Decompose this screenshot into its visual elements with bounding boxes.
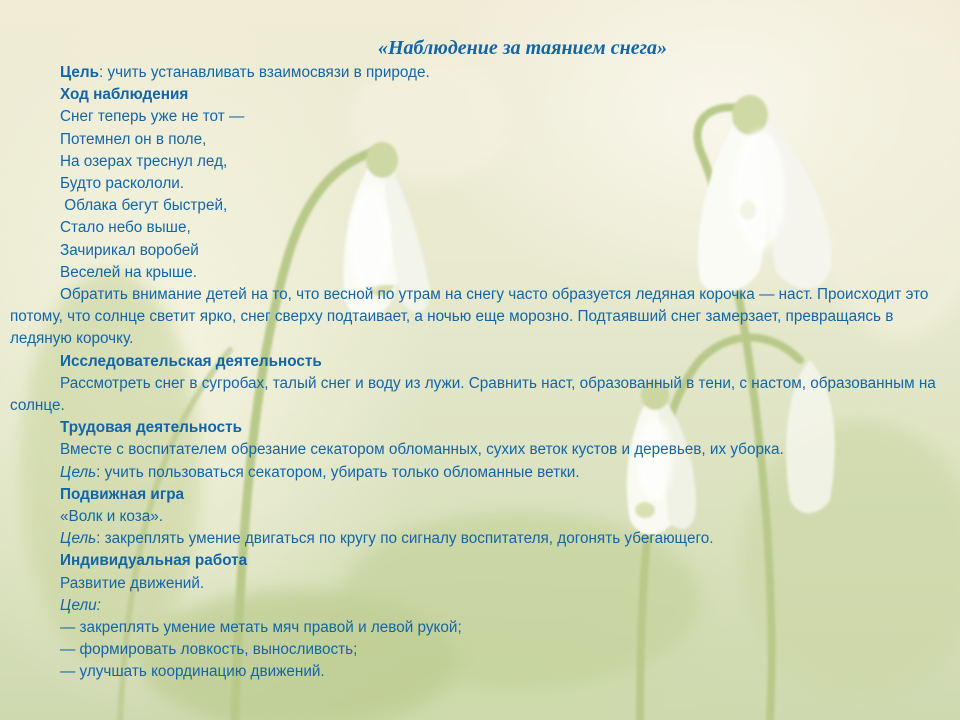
labor-heading: Трудовая деятельность (60, 419, 243, 437)
labor-goal-line (10, 462, 945, 484)
page-title: «Наблюдение за таянием снега» (377, 37, 667, 59)
game-heading: Подвижная игра (60, 485, 185, 503)
poem-line: Зачирикал воробей (60, 241, 199, 259)
game-goal-label: Цель (60, 530, 97, 548)
course-paragraph: Обратить внимание детей на то, что весной по утрам на снегу часто образуется ледяная корочка — наст. Происходит это потому, что солнце светит ярко, снег сверху подтаивает, а ночью еще морозно. Подтаявший снег замерзает, превращаясь в ледяную корочку. (10, 286, 929, 348)
individual-goal-item: — улучшать координацию движений. (60, 663, 325, 681)
labor-goal-label: Цель (60, 463, 97, 481)
poem-line: Будто раскололи. (60, 175, 185, 193)
goal-text: : учить устанавливать взаимосвязи в природе. (99, 64, 430, 81)
individual-goals-label: Цели: (60, 596, 101, 614)
individual-heading: Индивидуальная работа (60, 552, 248, 570)
individual-goal-item: — закреплять умение метать мяч правой и левой рукой; (60, 619, 462, 637)
course-heading: Ход наблюдения (60, 86, 189, 104)
goal-label: Цель (60, 64, 99, 81)
research-heading: Исследовательская деятельность (60, 352, 322, 370)
labor-goal-text: : учить пользоваться секатором, убирать только обломанные ветки. (96, 463, 580, 481)
game-goal-text: : закреплять умение двигаться по кругу по сигналу воспитателя, догонять убегающего. (96, 530, 714, 548)
poem-line: Потемнел он в поле, (60, 130, 207, 148)
individual-goal-item: — формировать ловкость, выносливость; (60, 641, 358, 659)
individual-text: Развитие движений. (60, 574, 205, 592)
poem-line: Снег теперь уже не тот — (60, 108, 245, 126)
document-text (10, 36, 945, 684)
game-goal-line (10, 528, 945, 550)
goal-line (10, 62, 945, 84)
poem-line: Веселей на крыше. (60, 263, 198, 281)
research-text: Рассмотреть снег в сугробах, талый снег и воду из лужи. Сравнить наст, образованный в тени, с настом, образованным на солнце. (10, 374, 936, 415)
poem-line: Стало небо выше, (60, 219, 191, 237)
labor-text: Вместе с воспитателем обрезание секатором обломанных, сухих веток кустов и деревьев, их уборка. (60, 441, 784, 459)
game-name: «Волк и коза». (60, 508, 164, 526)
poem-line: Облака бегут быстрей, (60, 197, 228, 215)
poem-line: На озерах треснул лед, (60, 152, 228, 170)
